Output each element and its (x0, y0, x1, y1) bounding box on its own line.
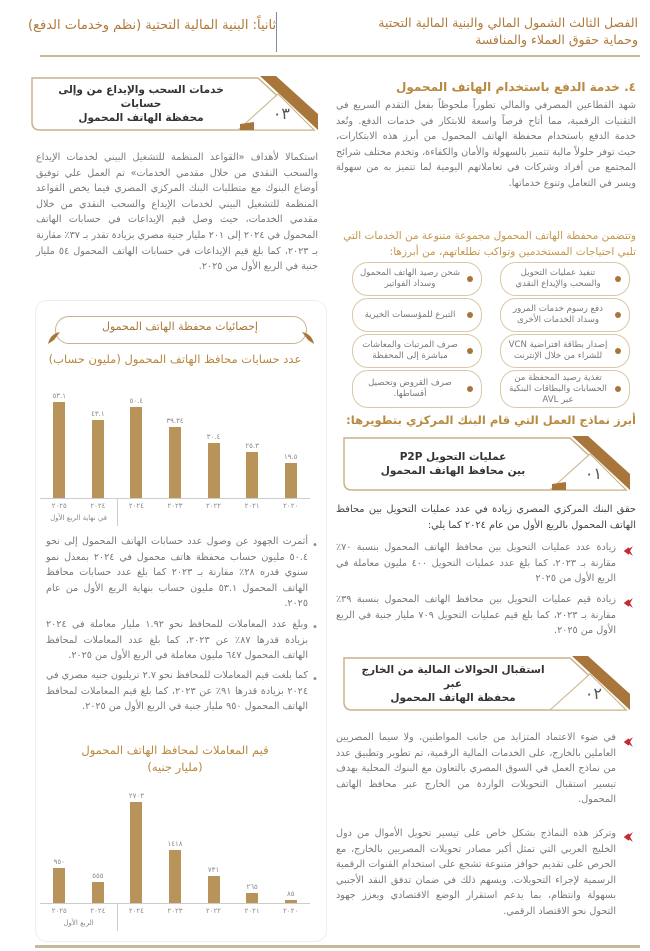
stats-bullet: كما بلغت قيم المعاملات للمحافظ نحو ٢.٧ تريليون جنيه مصري في ٢٠٢٤ بزيادة قدرها ٩١٪ عن ٢٠٢٣، كما بلغ قيم المعاملات لمحافظ الهاتف المحمول ٩٥٠ مليار جنية في الربع الأول من ٢٠٢٥. (46, 670, 308, 713)
bar-value-label: ٩٥٠ (53, 857, 65, 866)
chart1-area (40, 380, 310, 530)
model-title-line2: بين محافظ الهاتف المحمول (380, 465, 526, 477)
services-intro: وتتضمن محفظة الهاتف المحمول مجموعة متنوعة من الخدمات التي تلبي احتياجات المستخدمين وتواكب تطلعاتهم، من أبرزها: (343, 230, 636, 258)
x-tick-label: ٢٠٢٤ (128, 907, 144, 915)
model-banner-02 (340, 654, 630, 714)
bar-value-label: ٤٣.١ (91, 410, 105, 419)
model-title-line1: خدمات السحب والإيداع من وإلى حسابات (58, 84, 224, 110)
models-title: أبرز نماذج العمل التي قام البنك المركزي بتطويرها: (346, 413, 636, 427)
model-number: ٠١ (584, 464, 602, 483)
bar-value-label: ٢٦٥ (246, 883, 258, 892)
service-item: شحن رصيد الهاتف المحمول وسداد الفواتير (352, 262, 482, 296)
x-tick-label: ٢٠٢٤ (90, 502, 106, 510)
group-separator (117, 903, 118, 931)
chart-bar (130, 802, 142, 903)
red-chevron-icon (624, 545, 634, 557)
bullet-dot-icon (615, 276, 621, 282)
model2-bullet: في ضوء الاعتماد المتزايد من جانب المواطنين، ولا سيما المصريين العاملين بالخارج، على الخدمات المالية الرقمية، تم تطوير وتطبيق عدد من نماذج العمل في السوق المصري بالتعاون مع البنوك المحلية بهدف تيسير استقبال التحويلات الواردة من الخارج عبر محافظ الهاتف المحمول. (336, 732, 616, 806)
bar-value-label: ٢٧٠٣ (128, 792, 144, 801)
x-tick-label: ٢٠٢٤ (128, 502, 144, 510)
x-tick-label: ٢٠٢٥ (51, 907, 67, 915)
red-chevron-icon (624, 831, 634, 843)
service-item: التبرع للمؤسسات الخيرية (352, 298, 482, 332)
stats-title: إحصائيات محفظة الهاتف المحمول (102, 320, 258, 333)
bar-value-label: ٢٥.٣ (245, 442, 259, 451)
model-title-line2: محفظة الهاتف المحمول (78, 112, 204, 124)
model-title-line1: استقبال الحوالات المالية من الخارج عبر (361, 664, 545, 690)
x-axis-line (40, 498, 310, 499)
model-number: ٠٣ (272, 104, 290, 123)
bar-value-label: ١٤١٨ (167, 840, 183, 849)
footer-rule (35, 945, 640, 948)
x-tick-label: ٢٠٢٢ (206, 907, 222, 915)
chart-bar (208, 876, 220, 903)
bullet-dot-icon (467, 348, 473, 354)
mobile-payment-title: ٤. خدمة الدفع باستخدام الهاتف المحمول (395, 80, 636, 94)
chart-bar (92, 420, 104, 498)
bullet-dot-icon (467, 312, 473, 318)
stats-bullet: أثمرت الجهود عن وصول عدد حسابات الهاتف المحمول إلى نحو ٥٠.٤ مليون حساب محفظة هاتف محمول في ٢٠٢٤ بمعدل نمو سنوي قدره ٢٨٪ مقارنة بـ ٢٠٢٣ كما بلغ عدد حسابات محافظ الهاتف المحمول ٥٣.١ مليون حساب بنهاية الربع الأول من عام ٢٠٢٥. (46, 536, 309, 610)
section-title: ثانياً: البنية المالية التحتية (نظم وخدمات الدفع) (28, 18, 277, 33)
chart-bar (246, 893, 258, 903)
chart-bar (53, 868, 65, 903)
bullet-dot-icon (615, 386, 621, 392)
model-title-line1: عمليات التحويل P2P (399, 451, 507, 463)
model-number: ٠٢ (584, 684, 602, 703)
service-item: دفع رسوم خدمات المرور وسداد الخدمات الأخرى (500, 298, 630, 332)
stats-bullet: وبلغ عدد المعاملات للمحافظ نحو ١.٩٢ مليار معاملة في ٢٠٢٤ بزيادة قدرها ٨٧٪ عن ٢٠٢٣، كما بلغ عدد المعاملات لمحافظ الهاتف المحمول ٦٤٧ مليون معاملة في الربع الأول من ٢٠٢٥. (46, 619, 308, 662)
model1-lead: حقق البنك المركزي المصري زيادة في عدد عمليات التحويل بين محافظ الهاتف المحمول بالربع الأول من عام ٢٠٢٤ كما يلي: (336, 504, 636, 531)
bar-value-label: ٥٠.٤ (129, 397, 144, 406)
bullet-dot-icon: • (312, 540, 318, 551)
bullet-dot-icon (467, 276, 473, 282)
red-chevron-icon (624, 597, 634, 609)
chart2-subtitle: (مليار جنيه) (147, 760, 203, 774)
x-tick-label: ٢٠٢١ (244, 502, 260, 510)
bullet-dot-icon (467, 386, 473, 392)
group-label: الربع الأول (63, 919, 94, 927)
chart-bar (285, 463, 297, 498)
service-item: تغذية رصيد المحفظة من الحسابات والبطاقات البنكية عبر AVL (500, 370, 630, 408)
bullet-dot-icon (615, 348, 621, 354)
chapter-title: الفصل الثالث الشمول المالي والبنية المالية التحتية وحماية حقوق العملاء والمنافسة (378, 15, 638, 47)
bar-value-label: ٧٣١ (207, 865, 220, 874)
x-tick-label: ٢٠٢٥ (51, 502, 67, 510)
group-separator (117, 498, 118, 526)
group-label: في نهاية الربع الأول (50, 514, 108, 522)
bullet-dot-icon: • (312, 674, 318, 685)
chart-bar (169, 427, 181, 498)
header-rule (40, 55, 640, 57)
x-tick-label: ٢٠٢٤ (90, 907, 106, 915)
service-item: إصدار بطاقة افتراضية VCN للشراء من خلال الإنترنت (500, 334, 630, 368)
bar-value-label: ٨٥ (286, 889, 295, 898)
chart-bar (53, 402, 65, 498)
bullet-dot-icon: • (312, 622, 318, 633)
model-banner-01 (340, 434, 630, 494)
chart2-area (40, 785, 310, 935)
model1-bullet: زيادة عدد عمليات التحويل بين محافظ الهاتف المحمول بنسبة ٧٠٪ مقارنة بـ ٢٠٢٣، كما بلغ عدد عمليات التحويل ٤٠٠ مليون معاملة في الربع الأول من ٢٠٢٥ (336, 542, 617, 585)
bar-value-label: ٣٩.٣٤ (166, 417, 184, 426)
chart-bar (130, 407, 142, 498)
bar-value-label: ٣٠.٤ (206, 433, 221, 442)
chart1-title: عدد حسابات محافظ الهاتف المحمول (مليون حساب) (48, 352, 302, 366)
bar-value-label: ١٩.٥ (283, 452, 298, 461)
x-tick-label: ٢٠٢٠ (283, 502, 299, 510)
mobile-payment-intro: شهد القطاعين المصرفي والمالي تطوراً ملحوظاً بفعل التقدم السريع في التقنيات الرقمية، مما أتاح فرصاً واسعة للابتكار في خدمات الدفع. وتُعد خدمة الدفع باستخدام محفظة الهاتف المحمول من أبرز هذه الابتكارات، حيث توفر حلولاً مالية تتميز بالسهولة والأمان والكفاءة، وتخدم مختلف شرائح المجتمع من أفراد وشركات في تعاملاتهم اليومية لما تتميز به من سهولة ويسر في التعامل وتنوع خدماتها. (336, 100, 636, 189)
x-tick-label: ٢٠٢١ (244, 907, 260, 915)
chart2-title: قيم المعاملات لمحافظ الهاتف المحمول (81, 743, 269, 757)
red-chevron-icon (624, 736, 634, 748)
service-item: صرف القروض وتحصيل أقساطها. (352, 370, 482, 408)
model-banner-03 (28, 74, 318, 134)
chart-bar (92, 882, 104, 903)
model1-bullet: زيادة قيم عمليات التحويل بين محافظ الهاتف المحمول بنسبة ٣٩٪ مقارنة بـ ٢٠٢٣، كما بلغ قيم عمليات التحويل ٧٠٩ مليار جنية في الربع الأول من ٢٠٢٥. (336, 594, 616, 637)
chart-bar (208, 443, 220, 498)
bar-value-label: ٥٥٥ (92, 872, 104, 881)
chart-bar (169, 850, 181, 903)
model2-bullet: وتركز هذه النماذج بشكل خاص على تيسير تحويل الأموال من دول الخليج العربي التي تمثل أكبر مصادر تحويلات المصريين بالخارج، مع الحرص على تقديم حوافز متنوعة تشجع على استخدام القنوات الرقمية الرسمية لإجراء التحويلات. ويسهم ذلك في ضمان تدفق النقد الأجنبي بسهولة وانتظام، بما يدعم استقرار الوضع الاقتصادي ويعزز جهود التحول نحو الاقتصاد الرقمي. (336, 828, 616, 917)
x-tick-label: ٢٠٢٣ (167, 907, 183, 915)
x-axis-line (40, 903, 310, 904)
service-item: صرف المرتبات والمعاشات مباشرة إلى المحفظة (352, 334, 482, 368)
bar-value-label: ٥٣.١ (52, 392, 67, 401)
x-tick-label: ٢٠٢٣ (167, 502, 183, 510)
chart-bar (246, 452, 258, 498)
service-item: تنفيذ عمليات التحويل والسحب والإيداع النقدي (500, 262, 630, 296)
x-tick-label: ٢٠٢٠ (283, 907, 299, 915)
model-title-line2: محفظة الهاتف المحمول (390, 692, 516, 704)
model3-text: استكمالا لأهداف «القواعد المنظمة للتشغيل البيني لخدمات الإيداع والسحب النقدي من خلال مقدمي الخدمات» تم العمل علي توفيق أوضاع البنوك مع متطلبات البنك المركزي المصري فيما يخص القواعد المنظمة للتشغيل البيني لخدمات الإيداع والسحب النقدي من خلال مقدمي الخدمات، حيث وصل قيم الإيداعات في حسابات الهاتف المحمول في ٢٠٢٤ إلى ٢٠١ مليار جنية مصري بزيادة تقدر بـ ٣٧٪ مقارنة بـ ٢٠٢٣، كما بلغ قيم الإيداعات في حسابات الهاتف المحمول ٥٤ مليار جنية في الربع الأول من ٢٠٢٥. (36, 152, 318, 273)
x-tick-label: ٢٠٢٢ (206, 502, 222, 510)
bullet-dot-icon (615, 312, 621, 318)
